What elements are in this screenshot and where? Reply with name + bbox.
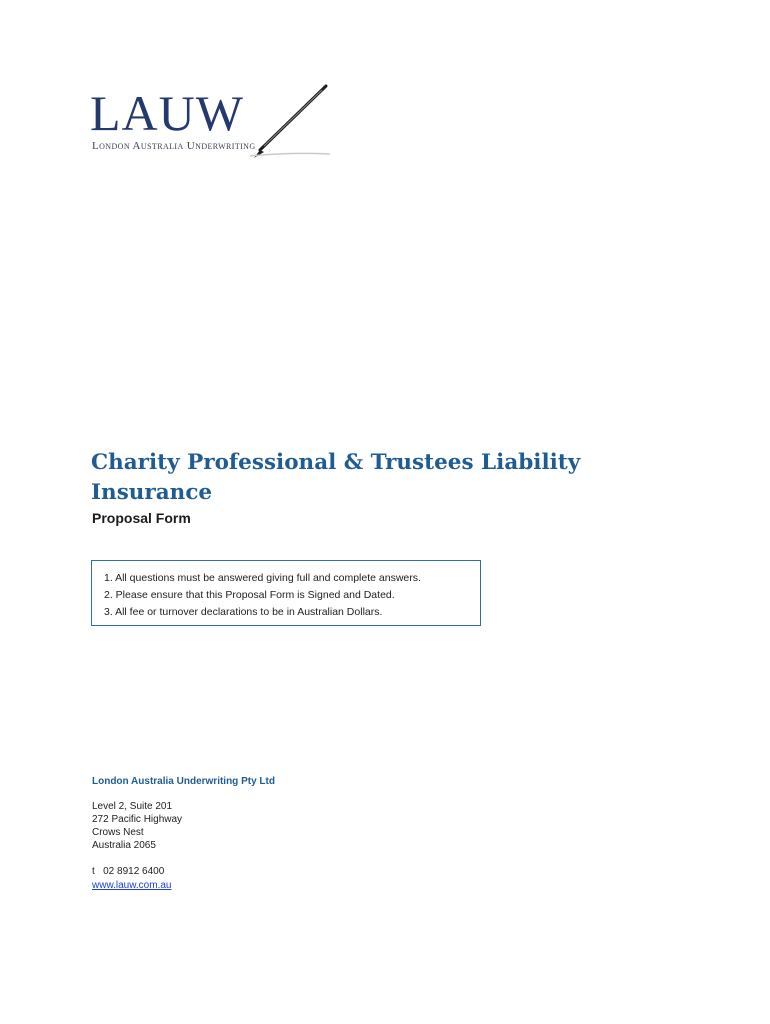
phone-number: t 02 8912 6400 xyxy=(92,866,165,877)
document-subtitle: Proposal Form xyxy=(92,510,191,526)
instruction-item: 2. Please ensure that this Proposal Form is Signed and Dated. xyxy=(104,589,395,601)
contact-details xyxy=(92,865,171,893)
website-link[interactable]: www.lauw.com.au xyxy=(92,880,172,891)
instruction-item: 1. All questions must be answered giving full and complete answers. xyxy=(104,572,421,584)
company-address xyxy=(92,800,182,852)
document-title: Charity Professional & Trustees Liability Insurance xyxy=(91,450,581,505)
logo-tagline: London Australia Underwriting xyxy=(92,140,256,152)
company-logo xyxy=(90,84,330,164)
instruction-item: 3. All fee or turnover declarations to be in Australian Dollars. xyxy=(104,606,383,618)
address-line: Crows Nest xyxy=(92,827,144,838)
instructions-list xyxy=(104,570,480,621)
company-name: London Australia Underwriting Pty Ltd xyxy=(92,776,275,787)
address-line: Australia 2065 xyxy=(92,840,156,851)
logo-wordmark: LAUW xyxy=(90,85,244,141)
quill-pen-icon xyxy=(250,84,330,160)
address-line: 272 Pacific Highway xyxy=(92,814,183,825)
instructions-box xyxy=(91,560,481,626)
address-line: Level 2, Suite 201 xyxy=(92,801,173,812)
